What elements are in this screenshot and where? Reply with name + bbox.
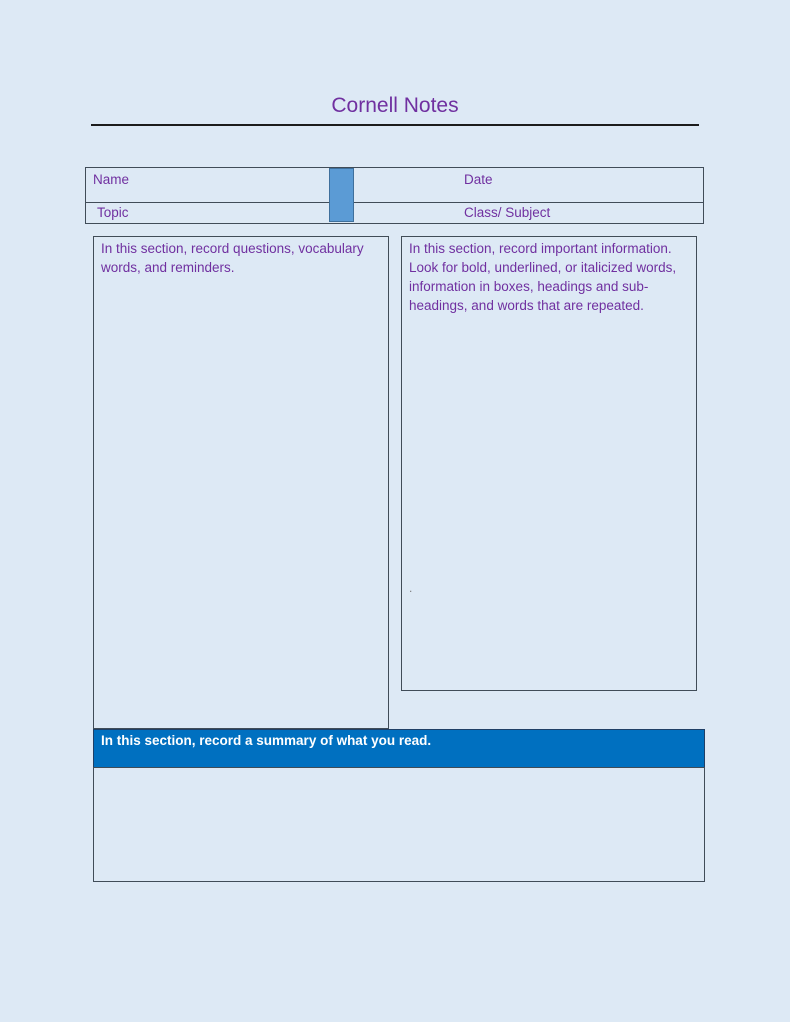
- title-rule: [91, 124, 699, 126]
- summary-header-bar: [93, 729, 705, 768]
- notes-instruction: In this section, record important information. Look for bold, underlined, or italicized words, information in boxes, headings and sub-headings, and words that are repeated.: [409, 241, 677, 313]
- summary-instruction: In this section, record a summary of what you read.: [101, 733, 432, 748]
- cue-column-box[interactable]: [93, 236, 389, 729]
- topic-label[interactable]: Topic: [97, 205, 129, 220]
- class-subject-label[interactable]: Class/ Subject: [464, 205, 551, 220]
- stray-mark: .: [409, 581, 413, 595]
- summary-box[interactable]: [93, 767, 705, 882]
- page-title: Cornell Notes: [331, 94, 459, 117]
- date-label[interactable]: Date: [464, 172, 493, 187]
- header-divider: [86, 202, 703, 203]
- blue-tab-decoration: [329, 168, 354, 222]
- name-label[interactable]: Name: [93, 172, 130, 187]
- cue-instruction: In this section, record questions, vocabulary words, and reminders.: [101, 241, 364, 275]
- header-box: [85, 167, 704, 224]
- notes-column-box[interactable]: [401, 236, 697, 691]
